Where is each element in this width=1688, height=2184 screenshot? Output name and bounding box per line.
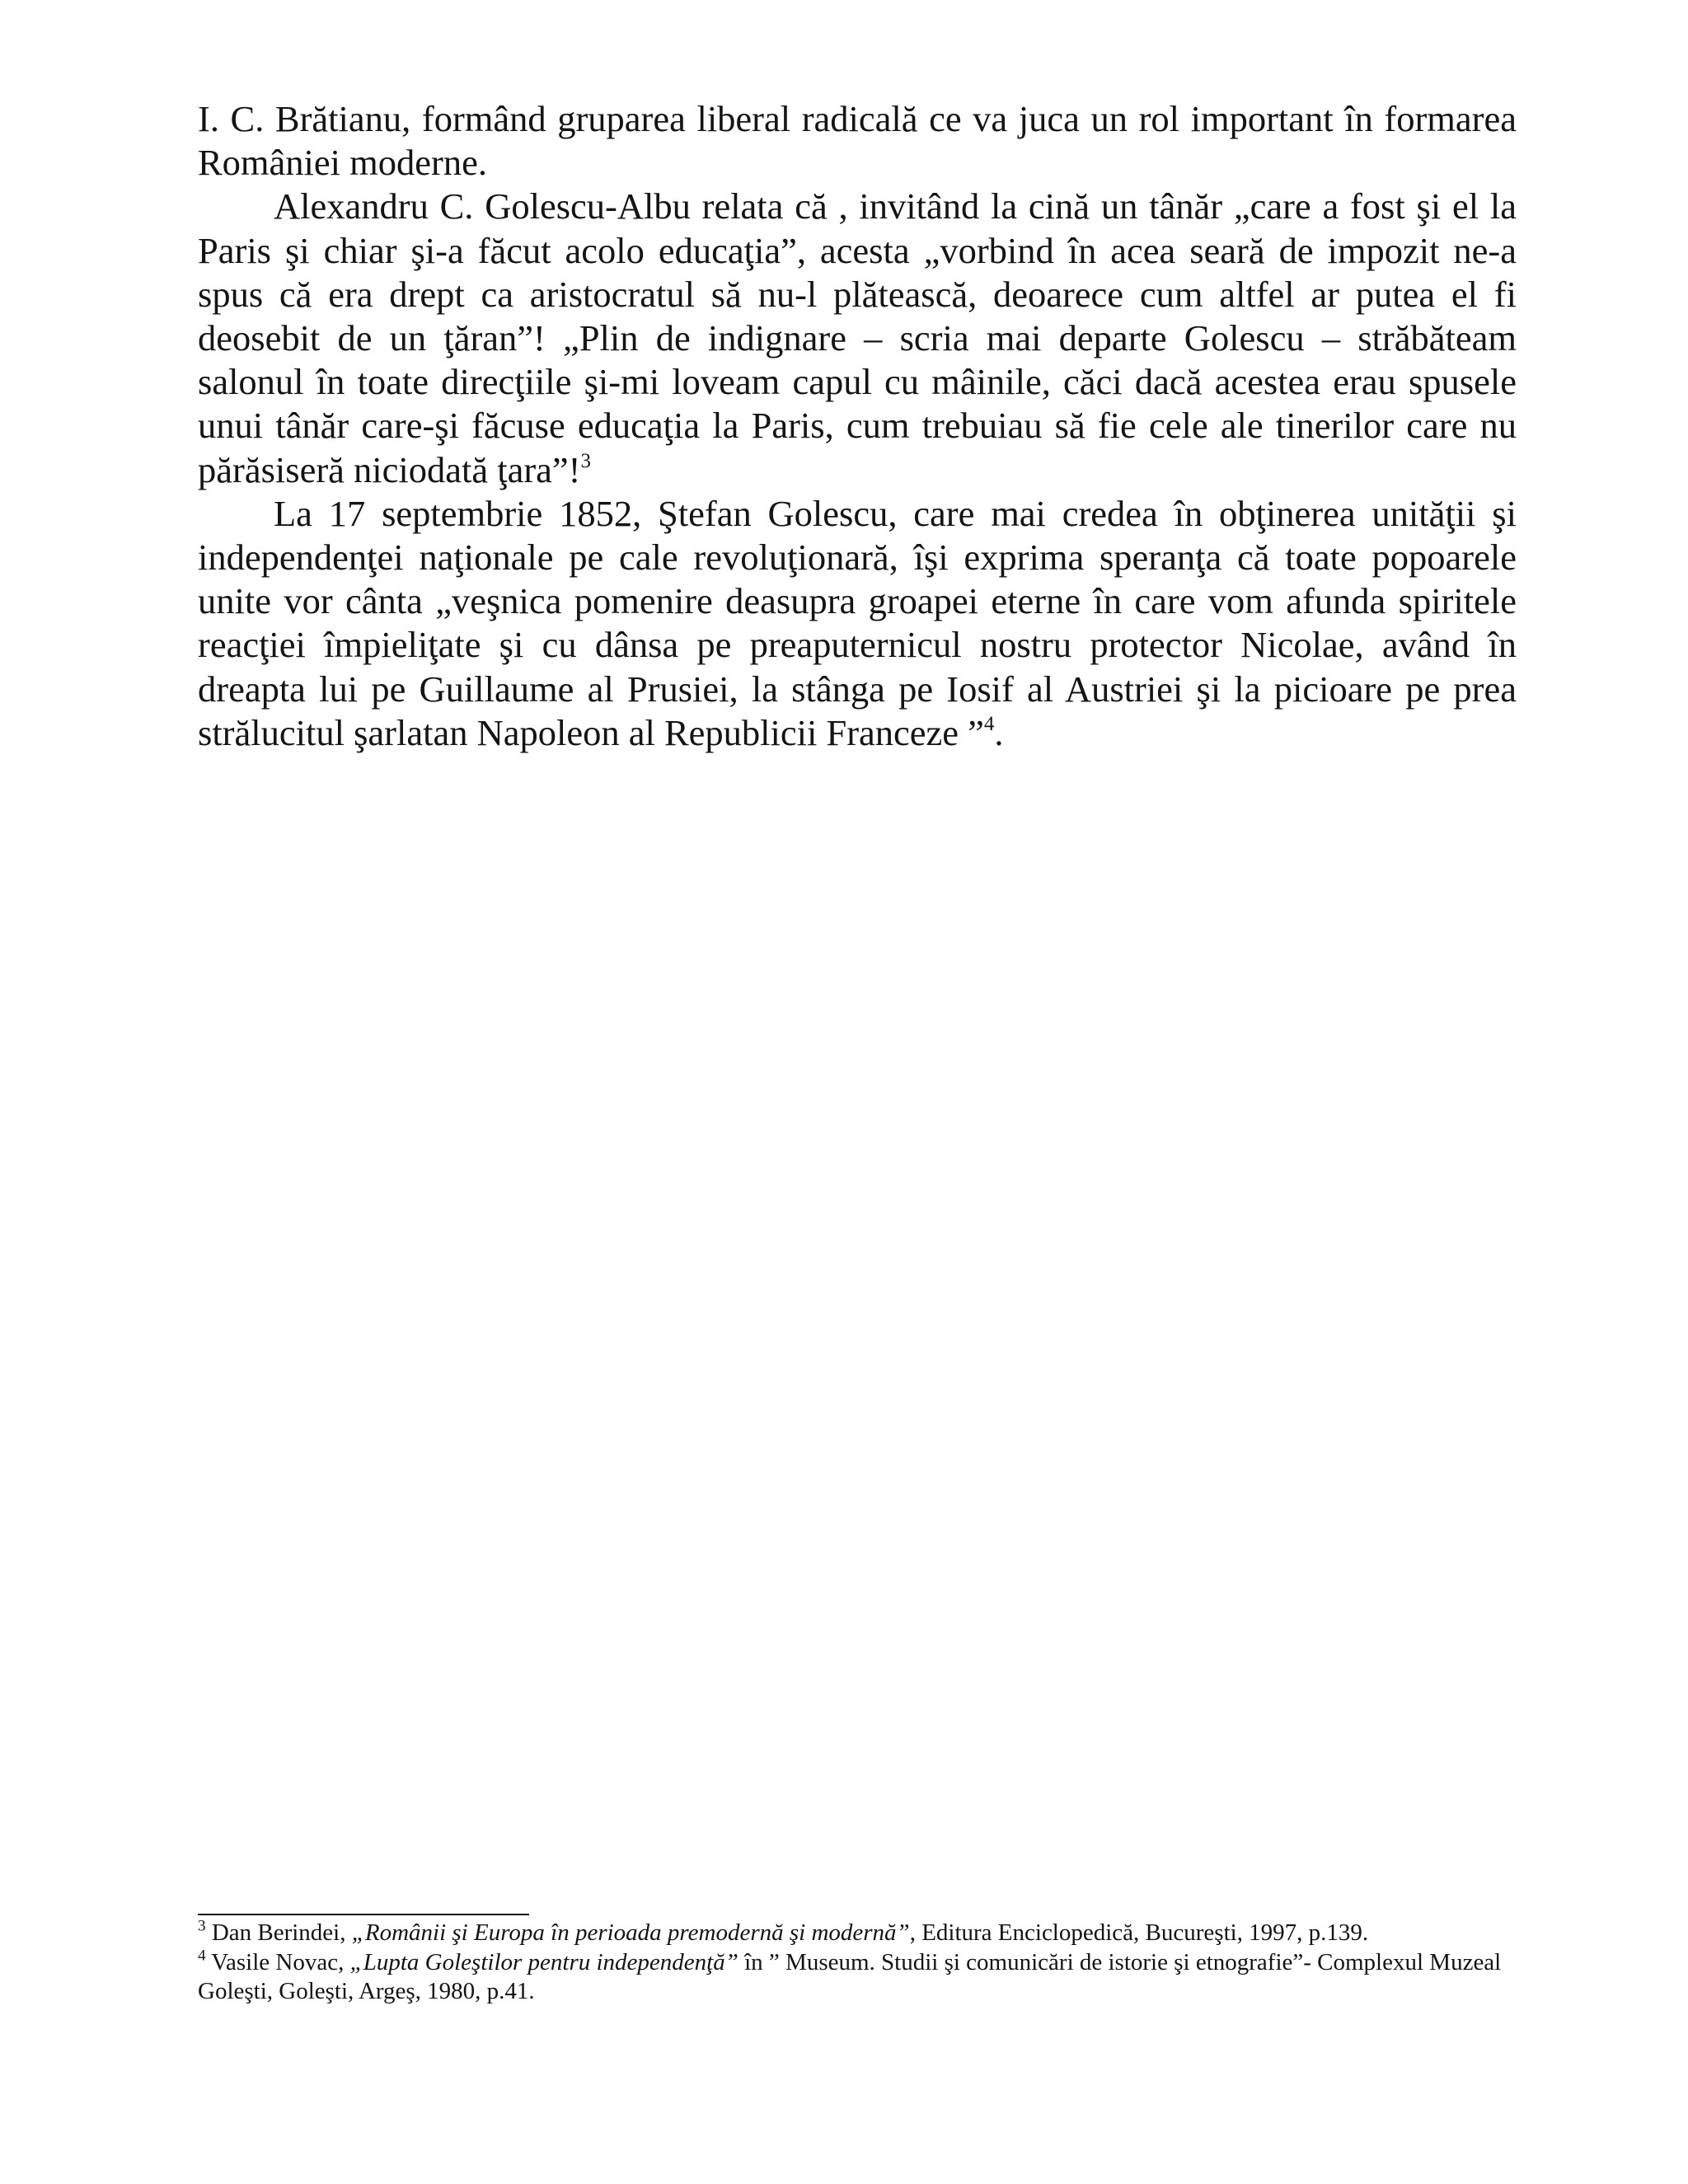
- footnotes: [198, 1919, 1525, 2007]
- footnote-author: Dan Berindei,: [205, 1919, 352, 1946]
- footnote-reference[interactable]: 3: [580, 449, 591, 472]
- paragraph: [198, 492, 1517, 755]
- paragraph-text: I. C. Brătianu, formând gruparea liberal radicală ce va juca un rol important în formarea României moderne.: [198, 98, 1517, 184]
- paragraph-text: Alexandru C. Golescu-Albu relata că , invitând la cină un tânăr „care a fost şi el la Paris şi chiar şi-a făcut acolo educaţia”, acesta „vorbind în acea seară de impozit ne-a spus că era drept ca aristocratul să nu-l plătească, deoarece cum altfel ar putea el fi deosebit de un ţăran”! „Plin de indignare – scria mai departe Golescu – străbăteam salonul în toate direcţiile şi-mi loveam capul cu mâinile, căci dacă acestea erau spusele unui tânăr care-şi făcuse educaţia la Paris, cum trebuiau să fie cele ale tinerilor care nu părăsiseră niciodată ţara”!: [198, 185, 1517, 490]
- footnote: [198, 1948, 1525, 2007]
- footnote-title: „Lupta Goleştilor pentru independenţă”: [349, 1948, 738, 1975]
- footnote-details: în ” Museum. Studii şi comunicări de istorie şi etnografie”- Complexul Muzeal Goleşti, Goleşti, Argeş, 1980, p.41.: [198, 1948, 1502, 2004]
- paragraph: [198, 185, 1517, 491]
- footnote-number: 3: [198, 1917, 206, 1935]
- footnote-separator: [198, 1914, 529, 1915]
- body-text: [198, 97, 1517, 755]
- footnote-reference[interactable]: 4: [983, 712, 995, 735]
- footnote-details: , Editura Enciclopedică, Bucureşti, 1997, p.139.: [909, 1919, 1369, 1946]
- paragraph-text: La 17 septembrie 1852, Ştefan Golescu, care mai credea în obţinerea unităţii şi independenţei naţionale pe cale revoluţionară, îşi exprima speranţa că toate popoarele unite vor cânta „veşnica pomenire deasupra groapei eterne în care vom afunda spiritele reacţiei împieliţate şi cu dânsa pe preaputernicul nostru protector Nicolae, având în dreapta lui pe Guillaume al Prusiei, la stânga pe Iosif al Austriei şi la picioare pe prea strălucitul şarlatan Napoleon al Republicii Franceze ”: [198, 492, 1517, 753]
- footnote: [198, 1919, 1525, 1948]
- paragraph: [198, 97, 1517, 185]
- footnote-author: Vasile Novac,: [205, 1948, 350, 1975]
- footnote-title: „Românii şi Europa în perioada premodernă şi modernă”: [351, 1919, 910, 1946]
- paragraph-end-punctuation: .: [994, 711, 1004, 753]
- footnote-number: 4: [198, 1947, 206, 1965]
